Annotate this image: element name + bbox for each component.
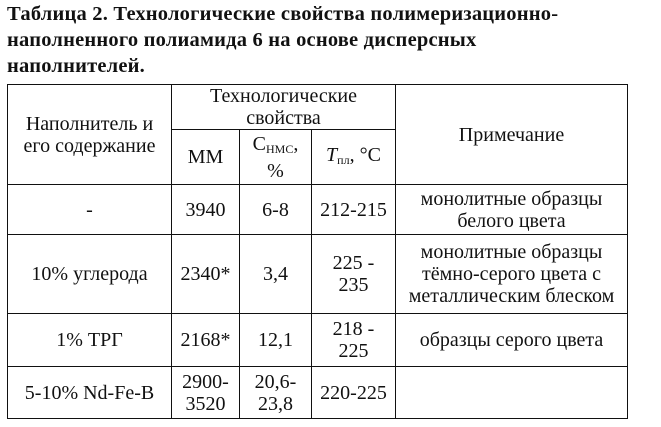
cell-note-line: белого цвета [457, 209, 566, 232]
cell-note [396, 235, 628, 314]
header-props-line-2: свойства [246, 107, 321, 129]
header-filler-line-1: Наполнитель и [25, 112, 154, 135]
header-t-subscript: пл [337, 152, 350, 167]
cell-filler: 1% ТРГ [8, 314, 172, 367]
cell-note-line: металлическим блеском [408, 285, 615, 307]
header-row-1 [8, 85, 628, 130]
cell-c [240, 367, 312, 419]
cell-c-line: 20,6- [254, 370, 297, 393]
cell-note-line: монолитные образцы [420, 187, 603, 210]
header-note: Примечание [396, 85, 628, 185]
table-caption [7, 1, 657, 79]
header-c-comma: , [293, 132, 299, 155]
cell-filler: 10% углерода [8, 235, 172, 314]
cell-mm: 2340* [172, 235, 240, 314]
cell-t-line: 218 - [332, 318, 375, 340]
cell-mm: 2168* [172, 314, 240, 367]
cell-c: 12,1 [240, 314, 312, 367]
table-row [8, 314, 628, 367]
header-filler-line-2: его содержание [23, 134, 156, 157]
header-t-melt [312, 130, 396, 185]
cell-t [312, 314, 396, 367]
header-mm: ММ [172, 130, 240, 185]
cell-mm-line: 3520 [185, 392, 226, 415]
cell-filler: 5-10% Nd-Fe-B [8, 367, 172, 419]
cell-mm: 3940 [172, 185, 240, 235]
cell-c-line: 23,8 [258, 392, 293, 415]
caption-line-1: Таблица 2. Технологические свойства полимеризационно- [7, 3, 559, 25]
header-filler [8, 85, 172, 185]
cell-t: 212-215 [312, 185, 396, 235]
cell-note-line: монолитные образцы [420, 241, 603, 263]
header-c-subscript: НМС [266, 141, 294, 156]
cell-mm [172, 367, 240, 419]
table-row [8, 235, 628, 314]
cell-mm-line: 2900- [182, 370, 229, 393]
caption-line-2: наполненного полиамида 6 на основе дисперсных [7, 29, 477, 51]
header-c-nms [240, 130, 312, 185]
header-t-unit: , °С [349, 143, 381, 166]
header-tech-properties [172, 85, 396, 130]
cell-t-line: 225 - [332, 252, 375, 274]
header-c-symbol: С [252, 132, 266, 155]
header-t-symbol: T [326, 143, 338, 166]
cell-note [396, 367, 628, 419]
cell-filler: - [8, 185, 172, 235]
cell-c: 3,4 [240, 235, 312, 314]
header-c-unit: % [267, 159, 284, 182]
caption-line-3: наполнителей. [7, 55, 146, 77]
cell-note [396, 185, 628, 235]
table-row [8, 367, 628, 419]
cell-t-line: 235 [338, 274, 369, 296]
cell-t: 220-225 [312, 367, 396, 419]
cell-c: 6-8 [240, 185, 312, 235]
cell-note-line: тёмно-серого цвета с [422, 263, 601, 285]
properties-table [7, 84, 628, 419]
cell-note-line: образцы серого цвета [419, 329, 604, 351]
header-props-line-1: Технологические [209, 85, 357, 107]
cell-t-line: 225 [338, 340, 369, 362]
table-row [8, 185, 628, 235]
cell-t [312, 235, 396, 314]
cell-note [396, 314, 628, 367]
